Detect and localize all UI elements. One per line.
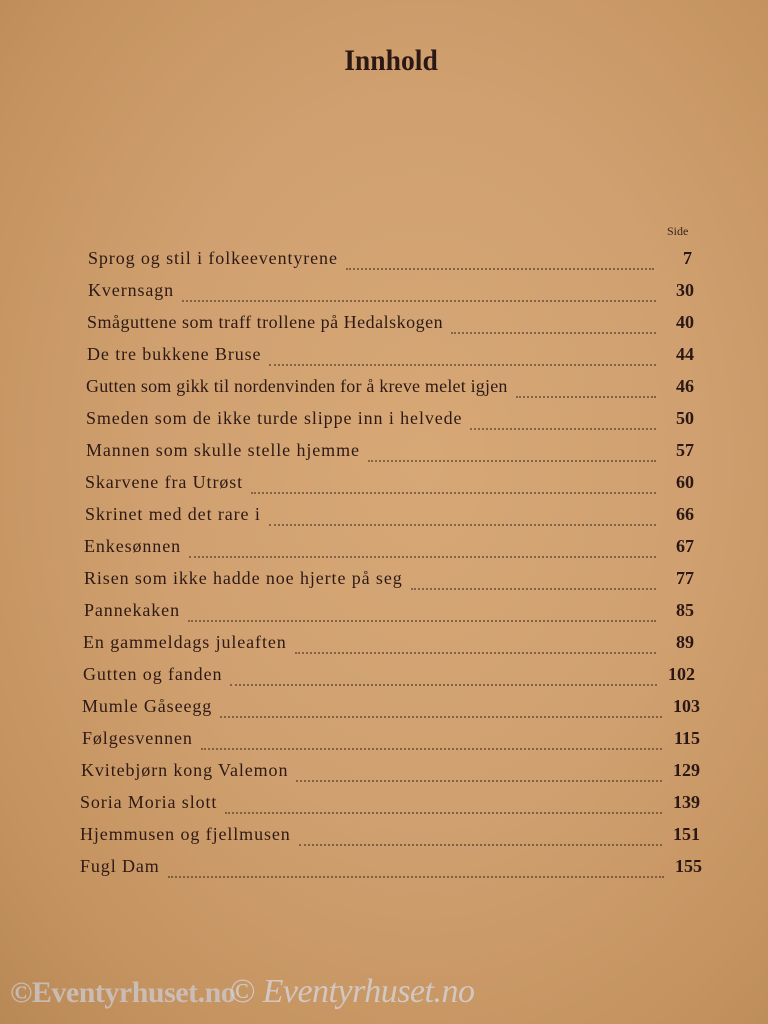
page-column-label: Side — [667, 224, 689, 238]
toc-entry — [84, 568, 694, 600]
toc-entry-page: 89 — [676, 632, 694, 652]
dot-leader — [299, 844, 662, 846]
toc-entry — [83, 632, 694, 664]
dot-leader — [182, 300, 656, 302]
dot-leader — [220, 716, 662, 718]
watermark-text-secondary: © Eventyrhuset.no — [229, 973, 475, 1010]
toc-entry — [81, 760, 700, 792]
toc-entry-page: 151 — [673, 824, 700, 844]
toc-entry — [85, 472, 694, 504]
toc-entry — [84, 600, 694, 632]
toc-entry-title: Kvitebjørn kong Valemon — [81, 760, 289, 780]
dot-leader — [346, 268, 654, 270]
toc-entry — [83, 664, 695, 696]
toc-entry-page: 103 — [673, 696, 700, 716]
toc-entry-page: 30 — [676, 280, 694, 300]
toc-entry-title: Fugl Dam — [80, 856, 160, 876]
toc-entry — [86, 408, 694, 440]
toc-entry-page: 46 — [676, 376, 694, 396]
dot-leader — [516, 396, 656, 398]
dot-leader — [269, 524, 656, 526]
toc-entry — [87, 312, 694, 344]
toc-entry-page: 57 — [676, 440, 694, 460]
toc-entry — [86, 376, 694, 408]
dot-leader — [189, 556, 656, 558]
dot-leader — [225, 812, 662, 814]
toc-entry-page: 115 — [673, 728, 700, 748]
dot-leader — [251, 492, 656, 494]
toc-entry — [80, 792, 700, 824]
toc-entry-page: 66 — [676, 504, 694, 524]
dot-leader — [451, 332, 656, 334]
toc-entry-page: 44 — [676, 344, 694, 364]
toc-entry-title: Skarvene fra Utrøst — [85, 472, 244, 492]
toc-entry-page: 50 — [676, 408, 694, 428]
toc-entry — [88, 248, 692, 280]
dot-leader — [201, 748, 662, 750]
toc-entry-title: De tre bukkene Bruse — [87, 344, 262, 364]
toc-entry-title: Enkesønnen — [84, 536, 181, 556]
toc-entry — [82, 696, 700, 728]
toc-entry-page: 67 — [676, 536, 694, 556]
dot-leader — [411, 588, 656, 590]
toc-entry — [80, 856, 702, 888]
toc-entry-title: Følgesvennen — [82, 728, 193, 748]
toc-entry-title: Sprog og stil i folkeeventyrene — [88, 248, 338, 268]
page-title: Innhold — [344, 44, 438, 77]
toc-entry-page: 40 — [676, 312, 694, 332]
toc-entry — [80, 824, 700, 856]
watermark — [10, 973, 474, 1011]
toc-entry-page: 85 — [676, 600, 694, 620]
toc-entry-page: 7 — [683, 248, 692, 268]
toc-entry-page: 155 — [675, 856, 702, 876]
toc-entry-title: Mumle Gåseegg — [82, 696, 213, 716]
dot-leader — [368, 460, 656, 462]
toc-entry-title: Gutten og fanden — [83, 664, 223, 684]
toc-entry-title: Mannen som skulle stelle hjemme — [86, 440, 360, 460]
toc-entry-title: Kvernsagn — [88, 280, 175, 300]
dot-leader — [296, 780, 662, 782]
toc-entry-title: Pannekaken — [84, 600, 180, 620]
toc-entry-title: En gammeldags juleaften — [83, 632, 287, 652]
toc-entry-page: 77 — [676, 568, 694, 588]
dot-leader — [269, 364, 656, 366]
toc-entry-page: 102 — [668, 664, 695, 684]
toc-entry-title: Risen som ikke hadde noe hjerte på seg — [84, 568, 403, 588]
toc-entry — [85, 504, 694, 536]
toc-entry — [84, 536, 694, 568]
toc-entry-title: Hjemmusen og fjellmusen — [80, 824, 291, 844]
dot-leader — [168, 876, 664, 878]
toc-entry-title: Soria Moria slott — [80, 792, 218, 812]
toc-entry-page: 129 — [673, 760, 700, 780]
toc-entry-title: Smeden som de ikke turde slippe inn i helvede — [86, 408, 463, 428]
toc-entry-page: 60 — [676, 472, 694, 492]
toc-entry — [82, 728, 700, 760]
toc-entry-page: 139 — [673, 792, 700, 812]
dot-leader — [230, 684, 657, 686]
toc-entry-title: Gutten som gikk til nordenvinden for å kreve melet igjen — [86, 376, 508, 396]
watermark-text-primary: ©Eventyrhuset.no — [10, 976, 236, 1009]
dot-leader — [470, 428, 656, 430]
toc-entry-title: Småguttene som traff trollene på Hedalskogen — [87, 312, 444, 332]
toc-entry — [87, 344, 694, 376]
toc-entry-title: Skrinet med det rare i — [85, 504, 261, 524]
toc-entry — [86, 440, 694, 472]
toc-entry — [88, 280, 694, 312]
dot-leader — [295, 652, 656, 654]
dot-leader — [188, 620, 656, 622]
